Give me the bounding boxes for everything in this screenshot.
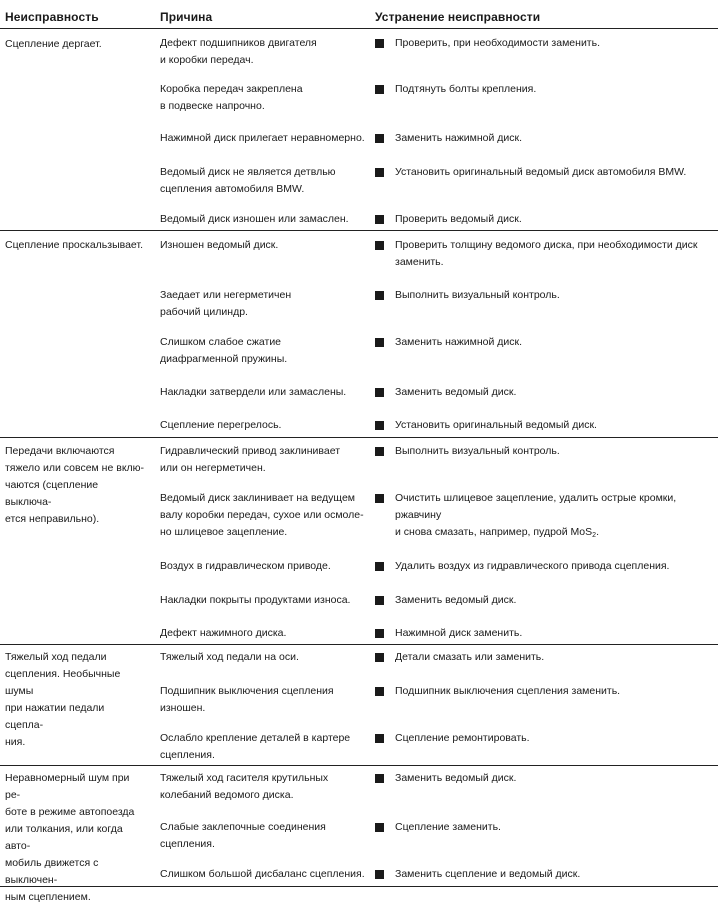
bullet-icon — [375, 629, 384, 638]
cause-text: Коробка передач закреплена в подвеске напрочно. — [160, 83, 303, 112]
cause-text: Изношен ведомый диск. — [160, 239, 279, 251]
cause-text: Ведомый диск не является детвлью сцепления автомобиля BMW. — [160, 166, 336, 195]
remedy-text: Проверить ведомый диск. — [395, 213, 522, 225]
remedy-text: Заменить ведомый диск. — [395, 594, 517, 606]
bullet-icon — [375, 494, 384, 503]
remedy-text: Установить оригинальный ведомый диск автомобиля BMW. — [395, 166, 687, 178]
cause-text: Слишком большой дисбаланс сцепления. — [160, 868, 365, 880]
fault-text: Сцепление дергает. — [5, 38, 102, 50]
bullet-icon — [375, 388, 384, 397]
cause-text: Сцепление перегрелось. — [160, 419, 282, 431]
subscript: 2 — [592, 532, 597, 539]
cause-text: Накладки затвердели или замаслены. — [160, 386, 347, 398]
bullet-icon — [375, 870, 384, 879]
remedy-text: Выполнить визуальный контроль. — [395, 289, 560, 301]
remedy-main: Очистить шлицевое зацепление, удалить острые кромки, ржавчину и снова смазать, например, пудрой MoS — [395, 492, 677, 538]
cause-text: Нажимной диск прилегает неравномерно. — [160, 132, 365, 144]
bullet-icon — [375, 134, 384, 143]
bullet-icon — [375, 291, 384, 300]
bullet-icon — [375, 774, 384, 783]
bullet-icon — [375, 168, 384, 177]
bullet-icon — [375, 562, 384, 571]
remedy-text: Сцепление ремонтировать. — [395, 732, 530, 744]
bullet-icon — [375, 215, 384, 224]
bullet-icon — [375, 734, 384, 743]
bullet-icon — [375, 823, 384, 832]
bullet-icon — [375, 447, 384, 456]
remedy-text: Заменить нажимной диск. — [395, 336, 523, 348]
section-divider — [0, 765, 718, 766]
bullet-icon — [375, 85, 384, 94]
bullet-icon — [375, 338, 384, 347]
header-cause: Причина — [160, 10, 213, 24]
remedy-text: Подшипник выключения сцепления заменить. — [395, 685, 621, 697]
bullet-icon — [375, 653, 384, 662]
cause-text: Воздух в гидравлическом приводе. — [160, 560, 331, 572]
section-divider — [0, 437, 718, 438]
cause-text: Тяжелый ход педали на оси. — [160, 651, 299, 663]
cause-text: Ведомый диск заклинивает на ведущем валу коробки передач, сухое или осмоле- но шлицевое зацепление. — [160, 492, 364, 538]
cause-text: Дефект подшипников двигателя и коробки передач. — [160, 37, 317, 66]
cause-text: Накладки покрыты продуктами износа. — [160, 594, 351, 606]
table-bottom-rule — [0, 886, 718, 887]
remedy-text: Подтянуть болты крепления. — [395, 83, 537, 95]
table-header — [0, 6, 720, 28]
cause-text: Ослабло крепление деталей в картере сцепления. — [160, 732, 351, 761]
remedy-text: Заменить ведомый диск. — [395, 772, 517, 784]
bullet-icon — [375, 241, 384, 250]
remedy-text: Проверить толщину ведомого диска, при необходимости диск заменить. — [395, 239, 698, 268]
cause-text: Гидравлический привод заклинивает или он негерметичен. — [160, 445, 341, 474]
bullet-icon — [375, 687, 384, 696]
fault-text: Сцепление проскальзывает. — [5, 239, 143, 251]
remedy-text: Удалить воздух из гидравлического привода сцепления. — [395, 560, 670, 572]
cause-text: Слабые заклепочные соединения сцепления. — [160, 821, 326, 850]
bullet-icon — [375, 39, 384, 48]
remedy-text: Сцепление заменить. — [395, 821, 501, 833]
cause-text: Подшипник выключения сцепления изношен. — [160, 685, 334, 714]
fault-text: Тяжелый ход педали сцепления. Необычные шумы при нажатии педали сцепла- ния. — [5, 651, 121, 748]
remedy-text: Детали смазать или заменить. — [395, 651, 545, 663]
remedy-text: Заменить сцепление и ведомый диск. — [395, 868, 581, 880]
header-remedy: Устранение неисправности — [375, 10, 541, 24]
cause-text: Тяжелый ход гасителя крутильных колебаний ведомого диска. — [160, 772, 329, 801]
remedy-text: Заменить нажимной диск. — [395, 132, 523, 144]
remedy-text: Установить оригинальный ведомый диск. — [395, 419, 597, 431]
section-divider — [0, 230, 718, 231]
header-fault: Неисправность — [5, 10, 99, 24]
remedy-text: Заменить ведомый диск. — [395, 386, 517, 398]
cause-text: Слишком слабое сжатие диафрагменной пружины. — [160, 336, 288, 365]
remedy-text: Выполнить визуальный контроль. — [395, 445, 560, 457]
remedy-end: . — [596, 526, 599, 538]
cause-text: Дефект нажимного диска. — [160, 627, 287, 639]
cause-text: Ведомый диск изношен или замаслен. — [160, 213, 349, 225]
section-divider — [0, 644, 718, 645]
fault-text: Передачи включаются тяжело или совсем не вклю- чаются (сцепление выключа- ется неправильно). — [5, 445, 145, 525]
bullet-icon — [375, 596, 384, 605]
fault-text: Неравномерный шум при ре- боте в режиме автопоезда или толкания, или когда авто- мобиль движется с выключен- ным сцеплением. — [5, 772, 135, 903]
remedy-text: Нажимной диск заменить. — [395, 627, 523, 639]
remedy-text — [395, 490, 715, 544]
cause-text: Заедает или негерметичен рабочий цилиндр. — [160, 289, 292, 318]
remedy-text: Проверить, при необходимости заменить. — [395, 37, 601, 49]
bullet-icon — [375, 421, 384, 430]
header-divider — [0, 28, 718, 29]
